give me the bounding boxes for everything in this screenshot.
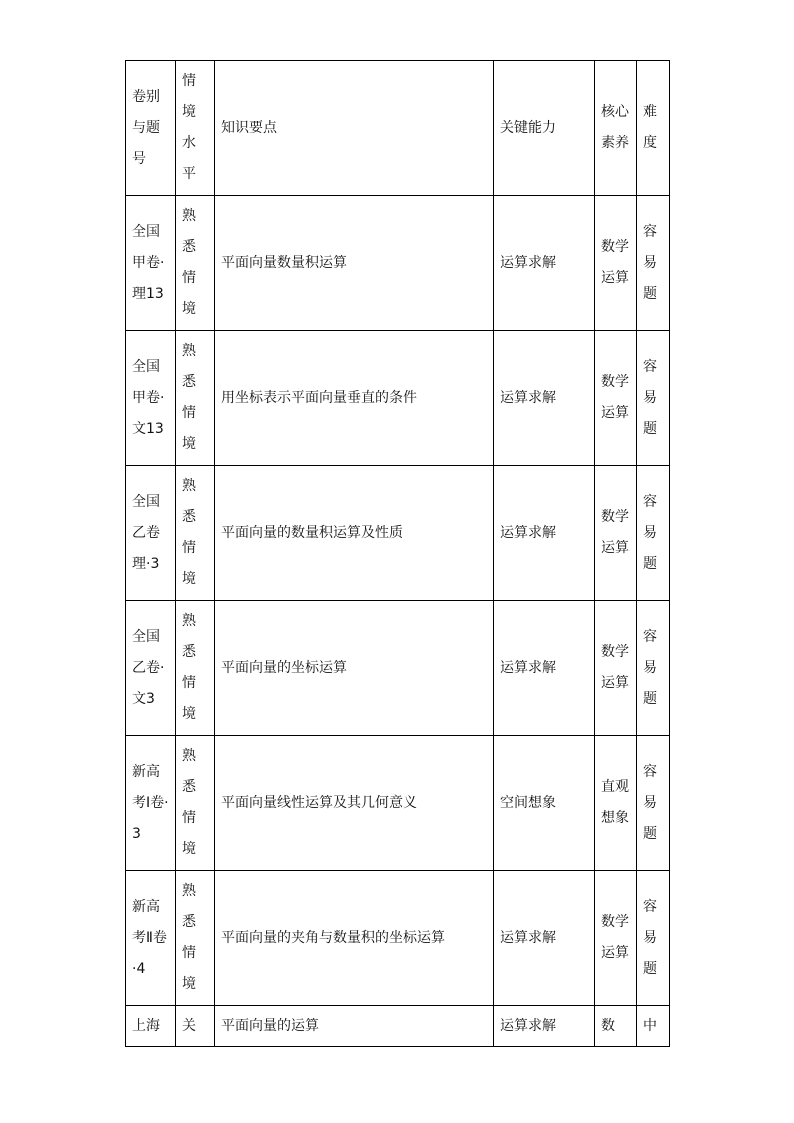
header-qingjing: 情境水平 [176,61,215,196]
cell-zhishi: 平面向量的运算 [215,1006,494,1047]
header-juanbie: 卷别与题号 [126,61,176,196]
cell-nengli: 运算求解 [494,196,595,331]
cell-nandu: 容易题 [637,871,670,1006]
cell-nengli: 运算求解 [494,601,595,736]
cell-zhishi: 平面向量的夹角与数量积的坐标运算 [215,871,494,1006]
header-suyang: 核心素养 [595,61,637,196]
cell-suyang: 数学运算 [595,196,637,331]
header-nengli: 关键能力 [494,61,595,196]
cell-suyang: 数学运算 [595,871,637,1006]
cell-suyang: 数学运算 [595,601,637,736]
cell-nandu: 容易题 [637,736,670,871]
cell-qingjing: 关 [176,1006,215,1047]
cell-qingjing: 熟悉情境 [176,601,215,736]
table-row [126,196,670,331]
cell-zhishi: 平面向量的坐标运算 [215,601,494,736]
cell-zhishi: 平面向量的数量积运算及性质 [215,466,494,601]
cell-suyang: 数学运算 [595,466,637,601]
cell-nengli: 运算求解 [494,331,595,466]
cell-zhishi: 平面向量线性运算及其几何意义 [215,736,494,871]
cell-zhishi: 用坐标表示平面向量垂直的条件 [215,331,494,466]
cell-qingjing: 熟悉情境 [176,466,215,601]
cell-nengli: 运算求解 [494,1006,595,1047]
cell-juanbie: 全国甲卷·文13 [126,331,176,466]
cell-juanbie: 上海 [126,1006,176,1047]
table-row [126,466,670,601]
header-nandu: 难度 [637,61,670,196]
cell-juanbie: 新高考Ⅱ卷·4 [126,871,176,1006]
cell-zhishi: 平面向量数量积运算 [215,196,494,331]
table-row [126,331,670,466]
cell-nandu: 容易题 [637,601,670,736]
cell-qingjing: 熟悉情境 [176,196,215,331]
cell-qingjing: 熟悉情境 [176,736,215,871]
cell-suyang: 数 [595,1006,637,1047]
cell-nandu: 中 [637,1006,670,1047]
cell-qingjing: 熟悉情境 [176,871,215,1006]
cell-nengli: 运算求解 [494,871,595,1006]
cell-suyang: 数学运算 [595,331,637,466]
cell-nengli: 运算求解 [494,466,595,601]
cell-nandu: 容易题 [637,196,670,331]
cell-juanbie: 新高考Ⅰ卷·3 [126,736,176,871]
table-row [126,736,670,871]
table-row [126,601,670,736]
cell-nandu: 容易题 [637,331,670,466]
cell-juanbie: 全国乙卷·文3 [126,601,176,736]
cell-juanbie: 全国甲卷·理13 [126,196,176,331]
table-header-row [126,61,670,196]
table-row [126,1006,670,1047]
cell-qingjing: 熟悉情境 [176,331,215,466]
exam-analysis-table [125,60,670,1047]
cell-juanbie: 全国乙卷理·3 [126,466,176,601]
cell-nandu: 容易题 [637,466,670,601]
cell-suyang: 直观想象 [595,736,637,871]
cell-nengli: 空间想象 [494,736,595,871]
header-zhishi: 知识要点 [215,61,494,196]
table-row [126,871,670,1006]
